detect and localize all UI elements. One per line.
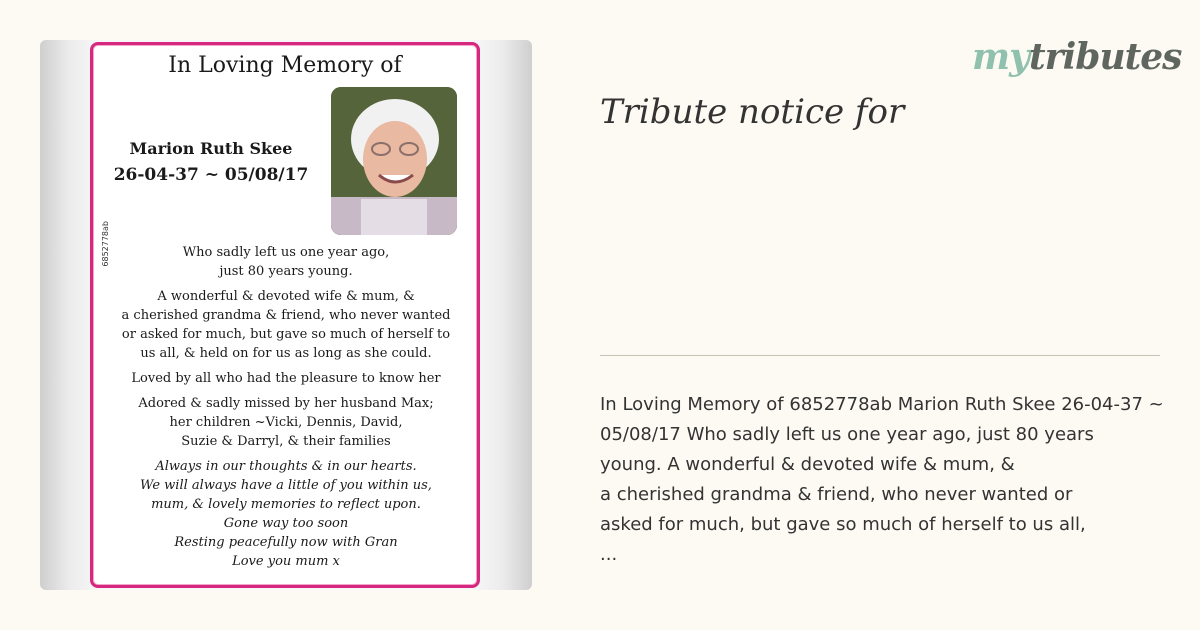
notice-heading: In Loving Memory of — [168, 53, 402, 78]
brand-my: my — [972, 36, 1030, 78]
brand-logo[interactable] — [972, 36, 1181, 78]
notice-line: Always in our thoughts & in our hearts. — [155, 459, 417, 474]
excerpt-ellipsis: ... — [600, 544, 618, 565]
notice-paragraph — [103, 287, 469, 363]
notice-paragraph — [103, 394, 469, 451]
deceased-dates: 26-04-37 ~ 05/08/17 — [113, 165, 309, 185]
notice-body — [103, 243, 469, 577]
notice-line: us all, & held on for us as long as she could. — [140, 346, 432, 361]
excerpt-line: a cherished grandma & friend, who never wanted or — [600, 484, 1073, 505]
notice-line: a cherished grandma & friend, who never wanted — [121, 308, 451, 323]
notice-line: Loved by all who had the pleasure to know her — [131, 371, 441, 386]
notice-image — [40, 40, 532, 590]
notice-line: Resting peacefully now with Gran — [174, 535, 398, 550]
notice-line: Gone way too soon — [223, 516, 349, 531]
notice-line: just 80 years young. — [219, 264, 353, 279]
notice-card — [90, 42, 480, 588]
divider — [600, 355, 1160, 356]
notice-paragraph — [103, 457, 469, 571]
notice-line: mum, & lovely memories to reflect upon. — [151, 497, 421, 512]
excerpt-line: 05/08/17 Who sadly left us one year ago, just 80 years — [600, 424, 1094, 445]
page-title: Tribute notice for — [600, 92, 905, 132]
notice-paragraph — [103, 243, 469, 281]
notice-line: We will always have a little of you within us, — [140, 478, 432, 493]
notice-line: A wonderful & devoted wife & mum, & — [157, 289, 415, 304]
excerpt-line: young. A wonderful & devoted wife & mum, & — [600, 454, 1015, 475]
notice-line: Suzie & Darryl, & their families — [181, 434, 391, 449]
notice-paragraph — [103, 369, 469, 388]
excerpt-line: In Loving Memory of 6852778ab Marion Ruth Skee 26-04-37 ~ — [600, 394, 1164, 415]
notice-line: Who sadly left us one year ago, — [182, 245, 390, 260]
notice-line: Love you mum x — [232, 554, 340, 569]
notice-line: Adored & sadly missed by her husband Max; — [138, 396, 434, 411]
notice-line: or asked for much, but gave so much of herself to — [121, 327, 451, 342]
portrait-illustration — [331, 87, 457, 235]
tribute-excerpt — [600, 390, 1180, 570]
brand-tributes: tributes — [1029, 36, 1182, 78]
ad-code: 6852778ab — [101, 221, 110, 267]
deceased-name: Marion Ruth Skee — [129, 139, 293, 158]
notice-line: her children ~Vicki, Dennis, David, — [169, 415, 403, 430]
deceased-photo — [331, 87, 457, 235]
excerpt-line: asked for much, but gave so much of herself to us all, — [600, 514, 1086, 535]
